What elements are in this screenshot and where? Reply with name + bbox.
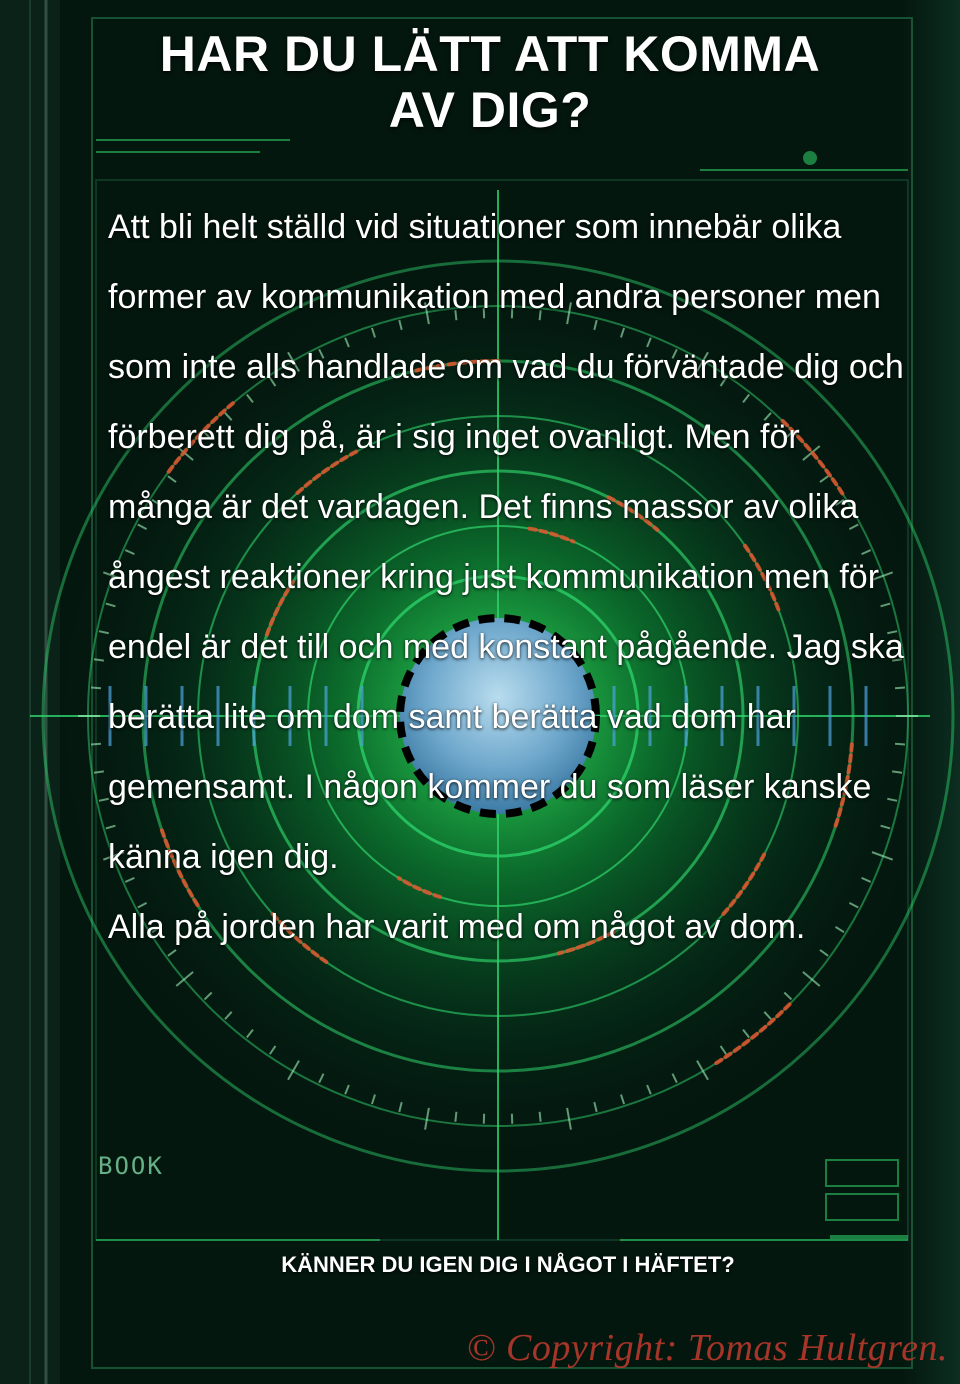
copyright-signature: © Copyright: Tomas Hultgren.	[466, 1327, 948, 1369]
poster-title	[60, 26, 920, 138]
body-text	[108, 192, 908, 962]
body-paragraph-1: Att bli helt ställd vid situationer som innebär olika former av kommunikation med andra personer men som inte alls handlade om vad du förväntade dig och förberett dig på, är i sig inget ovanligt. Men för många är det vardagen. Det finns massor av olika ångest reaktioner kring just kommunikation men för endel är det till och med konstant pågående. Jag ska berätta lite om dom samt berätta vad dom har gemensamt. I någon kommer du som läser kanske känna igen dig.	[108, 208, 904, 876]
book-label: BOOK	[98, 1152, 164, 1180]
question-text: KÄNNER DU IGEN DIG I NÅGOT I HÄFTET?	[281, 1252, 735, 1277]
title-line-1: HAR DU LÄTT ATT KOMMA	[159, 26, 821, 82]
title-line-2: AV DIG?	[388, 82, 592, 138]
body-paragraph-2: Alla på jorden har varit med om något av dom.	[108, 908, 806, 946]
